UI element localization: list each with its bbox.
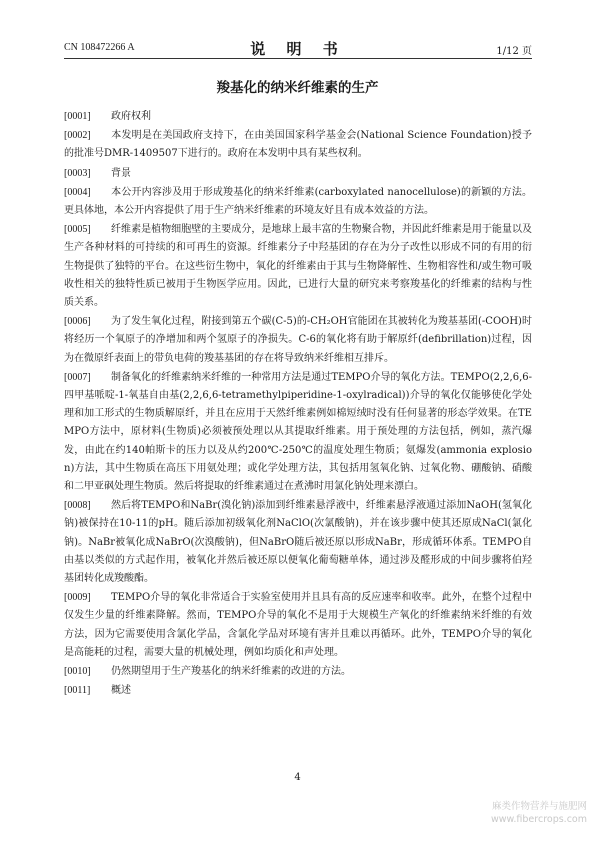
section-title: 说 明 书: [250, 40, 346, 58]
watermark-line-1: 麻类作物营养与施肥网: [491, 801, 587, 812]
paragraph-number: [0010]: [64, 666, 91, 678]
paragraph-number: [0011]: [64, 685, 91, 697]
paragraph: [64, 221, 532, 312]
paragraph-text: 政府权利: [111, 111, 151, 122]
watermark-line-2: www.fibercrops.com: [490, 814, 587, 825]
paragraph: [64, 497, 532, 588]
paragraph-number: [0006]: [64, 316, 91, 328]
paragraph-number: [0009]: [64, 592, 91, 604]
paragraph: [64, 682, 532, 700]
page-header: [64, 38, 532, 59]
document-title: 羧基化的纳米纤维素的生产: [216, 80, 379, 96]
paragraph: [64, 369, 532, 496]
paragraph-text: 仍然期望用于生产羧基化的纳米纤维素的改进的方法。: [111, 666, 351, 678]
watermark: [491, 800, 587, 826]
paragraph-number: [0004]: [64, 186, 91, 198]
paragraph-text: 纤维素是植物细胞壁的主要成分，是地球上最丰富的生物聚合物，并因此纤维素是用于能量以及生产各种材料的可持续的和可再生的资源。纤维素分子中羟基团的存在为分子改性以形成不同的有用的衍生物提供了独特的平台。在这些衍生物中，氧化的纤维素由于其与生物降解性、生物相容性和/或生物可吸收性相关的独特性质已被用于生物医学应用。因此，已进行大量的研究来考察羧基化的纤维素的结构与性质关系。: [64, 224, 532, 309]
paragraph-text: 本发明是在美国政府支持下，在由美国国家科学基金会(National Science Foundation)授予的批准号DMR-1409507下进行的。政府在本发明中具有某些权利。: [64, 130, 532, 160]
paragraph-number: [0003]: [64, 167, 91, 179]
paragraph-text: 为了发生氧化过程，附接到第五个碳(C-5)的-CH₂OH官能团在其被转化为羧基基团(-COOH)时将经历一个氧原子的净增加和两个氢原子的净损失。C-6的氧化将有助于解原纤(defibrillation)过程，因为在微原纤表面上的带负电荷的羧基基团的存在将导致纳米纤维相互排斥。: [64, 316, 532, 364]
patent-number: CN 108472266 A: [64, 42, 135, 53]
paragraph-number: [0001]: [64, 111, 91, 122]
page-indicator: 1/12 页: [496, 46, 532, 57]
paragraph-text: 然后将TEMPO和NaBr(溴化钠)添加到纤维素悬浮液中，纤维素悬浮液通过添加NaOH(氢氧化钠)被保持在10-11的pH。随后添加初级氧化剂NaClO(次氯酸钠)，并在该步骤中使其还原成NaCl(氯化钠)。NaBr被氧化成NaBrO(次溴酸钠)，但NaBrO随后被还原以形成NaBr，形成循环体系。TEMPO自由基以类似的方式起作用，被氧化并然后被还原以便氧化葡萄糖单体，通过涉及醛形成的中间步骤将伯羟基团转化成羧酸酯。: [64, 500, 532, 585]
paragraph: [64, 663, 532, 681]
paragraph-text: 制备氧化的纤维素纳米纤维的一种常用方法是通过TEMPO介导的氧化方法。TEMPO(2,2,6,6-四甲基哌啶-1-氧基自由基(2,2,6,6-tetramethylpiperidine-1-oxylradical))介导的氧化仅能够使化学处理和加工形式的生物质解原纤，并且在应用于天然纤维素例如棉短绒时没有任何显著的形态学效果。在TEMPO方法中，原材料(生物质)必须被预处理以从其提取纤维素。用于预处理的方法包括，例如，蒸汽爆发，由此在约140帕斯卡的压力以及从约200℃-250℃的温度处理生物质；氨爆发(ammonia explosion)方法，其中生物质在高压下用氨处理；或化学处理方法，其包括用氢氧化钠、过氧化物、硼酸钠、硝酸和二甲亚砜处理生物质。然后将提取的纤维素通过在煮沸时用氯化钠处理来漂白。: [64, 371, 532, 493]
paragraph: [64, 108, 532, 126]
paragraph-text: 本公开内容涉及用于形成羧基化的纳米纤维素(carboxylated nanocellulose)的新颖的方法。更具体地，本公开内容提供了用于生产纳米纤维素的环境友好且有成本效益的方法。: [64, 186, 532, 217]
paragraph: [64, 184, 532, 220]
paragraph: [64, 313, 532, 368]
paragraph-text: TEMPO介导的氧化非常适合于实验室使用并且具有高的反应速率和收率。此外，在整个过程中仅发生少量的纤维素降解。然而，TEMPO介导的氧化不是用于大规模生产氧化的纤维素纳米纤维的有效方法，因为它需要使用含氯化学品，含氯化学品对环境有害并且难以再循环。此外，TEMPO介导的氧化是高能耗的过程，需要大量的机械处理，例如均质化和声处理。: [64, 592, 532, 658]
paragraph-number: [0008]: [64, 500, 91, 512]
paragraph: [64, 589, 532, 662]
body-text: [64, 108, 532, 702]
paragraph-text: 背景: [111, 167, 131, 179]
page-number: 4: [294, 772, 301, 783]
paragraph: [64, 165, 532, 183]
paragraph: [64, 127, 532, 163]
paragraph-number: [0005]: [64, 224, 91, 236]
paragraph-text: 概述: [111, 685, 131, 697]
paragraph-number: [0002]: [64, 130, 91, 142]
paragraph-number: [0007]: [64, 371, 91, 383]
